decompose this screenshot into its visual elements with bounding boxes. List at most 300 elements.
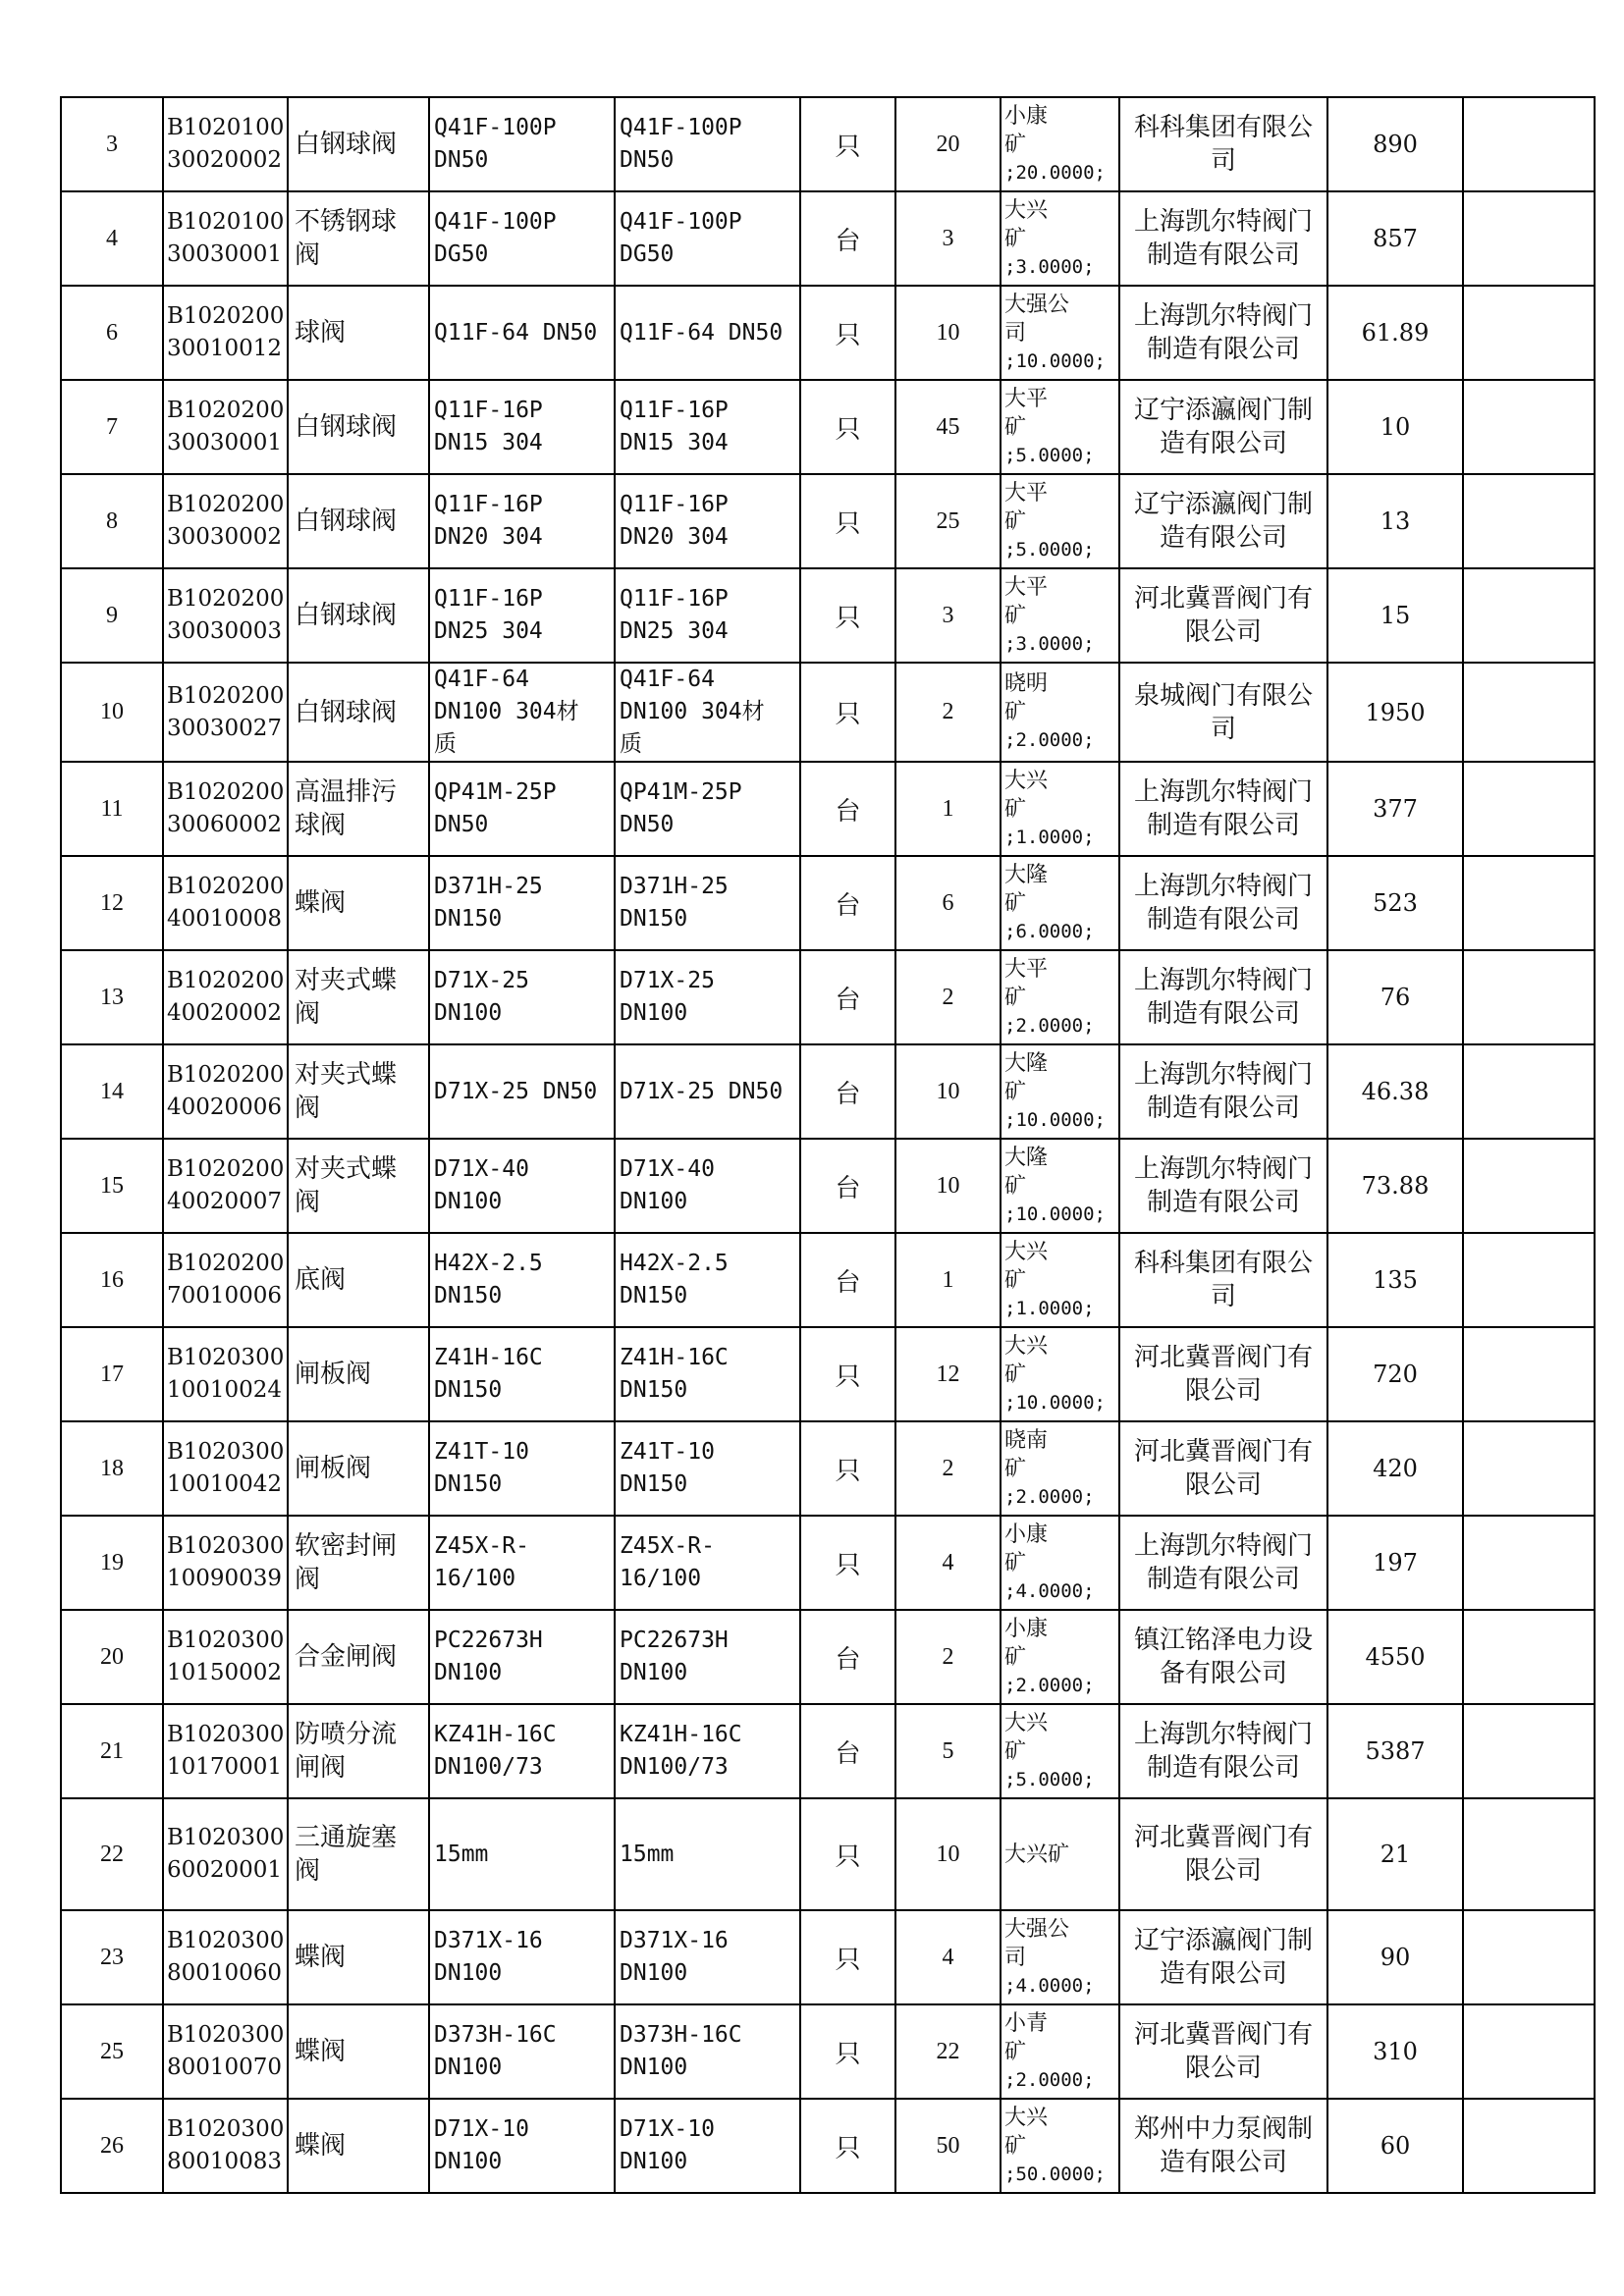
table-row bbox=[61, 568, 1595, 663]
specification-cell bbox=[429, 1233, 615, 1327]
material-name-cell bbox=[288, 1610, 429, 1704]
supplier-cell-line: 司 bbox=[1210, 1282, 1236, 1311]
quantity-cell: 10 bbox=[895, 1044, 1001, 1139]
unit-price-cell: 420 bbox=[1327, 1421, 1463, 1516]
unit-cell: 台 bbox=[800, 1044, 895, 1139]
quantity-cell: 50 bbox=[895, 2099, 1001, 2193]
model-cell-line: Z45X-R- bbox=[620, 1533, 715, 1559]
unit-price-cell: 21 bbox=[1327, 1798, 1463, 1910]
material-name-cell bbox=[288, 2004, 429, 2099]
material-code-cell-line: B1020200 bbox=[167, 303, 285, 329]
table-row bbox=[61, 1610, 1595, 1704]
specification-cell bbox=[429, 2004, 615, 2099]
material-name-cell-line: 蝶阀 bbox=[295, 2037, 347, 2066]
allocation-cell bbox=[1001, 1910, 1119, 2004]
material-code-cell-line: B1020200 bbox=[167, 492, 285, 517]
allocation-cell-line: 小青 bbox=[1004, 2010, 1049, 2036]
model-cell-line: DN100 bbox=[620, 1000, 688, 1026]
specification-cell-line: Z41T-10 bbox=[434, 1439, 529, 1465]
supplier-cell-line: 限公司 bbox=[1184, 617, 1262, 647]
model-cell-line: 质 bbox=[620, 731, 642, 757]
model-cell bbox=[615, 1139, 800, 1233]
allocation-cell-line: 矿 bbox=[1004, 1738, 1027, 1764]
row-number-cell: 12 bbox=[61, 856, 163, 950]
supplier-cell-line: 制造有限公司 bbox=[1146, 335, 1300, 364]
material-code-cell-line: B1020100 bbox=[167, 115, 285, 140]
quantity-cell: 2 bbox=[895, 663, 1001, 762]
supplier-cell bbox=[1119, 286, 1327, 380]
material-code-cell bbox=[163, 1910, 288, 2004]
supplier-cell-line: 河北冀晋阀门有 bbox=[1133, 1823, 1313, 1852]
supplier-cell bbox=[1119, 1421, 1327, 1516]
model-cell-line: D71X-25 DN50 bbox=[620, 1078, 784, 1104]
supplier-cell bbox=[1119, 1139, 1327, 1233]
specification-cell bbox=[429, 762, 615, 856]
remarks-cell bbox=[1463, 1704, 1595, 1798]
material-code-cell bbox=[163, 1610, 288, 1704]
material-code-cell-line: 30060002 bbox=[167, 812, 283, 837]
model-cell-line: Q41F-64 bbox=[620, 667, 715, 692]
unit-price-cell: 90 bbox=[1327, 1910, 1463, 2004]
supplier-cell-line: 造有限公司 bbox=[1159, 523, 1287, 553]
supplier-cell bbox=[1119, 474, 1327, 568]
specification-cell-line: H42X-2.5 bbox=[434, 1251, 543, 1276]
unit-cell: 只 bbox=[800, 1516, 895, 1610]
supplier-cell-line: 河北冀晋阀门有 bbox=[1133, 1437, 1313, 1467]
allocation-cell bbox=[1001, 1044, 1119, 1139]
table-row bbox=[61, 2099, 1595, 2193]
table-row bbox=[61, 1516, 1595, 1610]
allocation-cell-line: 矿 bbox=[1004, 1267, 1027, 1293]
specification-cell-line: D71X-40 bbox=[434, 1156, 529, 1182]
material-code-cell-line: B1020200 bbox=[167, 586, 285, 612]
unit-price-cell: 13 bbox=[1327, 474, 1463, 568]
model-cell-line: DG50 bbox=[620, 241, 675, 267]
material-code-cell-line: B1020300 bbox=[167, 1722, 285, 1747]
allocation-cell-line: 矿 bbox=[1004, 1550, 1027, 1575]
material-code-cell-line: B1020200 bbox=[167, 1156, 285, 1182]
allocation-cell-line: 大兴 bbox=[1004, 2105, 1049, 2130]
model-cell-line: D71X-40 bbox=[620, 1156, 715, 1182]
model-cell bbox=[615, 568, 800, 663]
supplier-cell-line: 上海凯尔特阀门 bbox=[1133, 1531, 1313, 1561]
supplier-cell bbox=[1119, 950, 1327, 1044]
allocation-cell-line: 矿 bbox=[1004, 1362, 1027, 1387]
specification-cell-line: Q41F-100P bbox=[434, 209, 557, 235]
quantity-cell: 6 bbox=[895, 856, 1001, 950]
material-code-cell-line: 80010060 bbox=[167, 1960, 283, 1986]
supplier-cell-line: 司 bbox=[1210, 714, 1236, 744]
model-cell bbox=[615, 1910, 800, 2004]
material-name-cell-line: 蝶阀 bbox=[295, 1943, 347, 1972]
model-cell-line: DN100/73 bbox=[620, 1754, 729, 1780]
material-name-cell bbox=[288, 663, 429, 762]
table-row bbox=[61, 380, 1595, 474]
remarks-cell bbox=[1463, 2099, 1595, 2193]
model-cell bbox=[615, 474, 800, 568]
quantity-cell: 1 bbox=[895, 762, 1001, 856]
quantity-cell: 20 bbox=[895, 97, 1001, 191]
material-name-cell bbox=[288, 380, 429, 474]
supplier-cell-line: 备有限公司 bbox=[1159, 1659, 1287, 1688]
supplier-cell-line: 上海凯尔特阀门 bbox=[1133, 1060, 1313, 1090]
specification-cell-line: DN15 304 bbox=[434, 430, 543, 455]
specification-cell bbox=[429, 1139, 615, 1233]
allocation-cell-line: ;4.0000; bbox=[1004, 1974, 1095, 1997]
specification-cell bbox=[429, 1421, 615, 1516]
allocation-cell bbox=[1001, 191, 1119, 286]
remarks-cell bbox=[1463, 568, 1595, 663]
unit-cell: 台 bbox=[800, 1233, 895, 1327]
specification-cell-line: 质 bbox=[434, 731, 457, 757]
allocation-cell bbox=[1001, 2099, 1119, 2193]
material-name-cell-line: 阀 bbox=[295, 240, 321, 270]
unit-price-cell: 377 bbox=[1327, 762, 1463, 856]
table-row bbox=[61, 474, 1595, 568]
specification-cell-line: D371H-25 bbox=[434, 874, 543, 899]
unit-price-cell: 890 bbox=[1327, 97, 1463, 191]
allocation-cell bbox=[1001, 856, 1119, 950]
allocation-cell-line: 矿 bbox=[1004, 796, 1027, 822]
supplier-cell-line: 上海凯尔特阀门 bbox=[1133, 1720, 1313, 1749]
material-code-cell-line: 80010083 bbox=[167, 2149, 283, 2174]
allocation-cell-line: ;10.0000; bbox=[1004, 1202, 1106, 1225]
unit-price-cell: 4550 bbox=[1327, 1610, 1463, 1704]
specification-cell-line: KZ41H-16C bbox=[434, 1722, 557, 1747]
material-name-cell bbox=[288, 474, 429, 568]
material-code-cell-line: B1020200 bbox=[167, 1062, 285, 1088]
specification-cell-line: DN100 bbox=[434, 1189, 503, 1214]
allocation-cell bbox=[1001, 1327, 1119, 1421]
supplier-cell bbox=[1119, 568, 1327, 663]
material-code-cell-line: 80010070 bbox=[167, 2055, 283, 2080]
material-code-cell-line: B1020200 bbox=[167, 968, 285, 993]
supplier-cell-line: 科科集团有限公 bbox=[1133, 113, 1313, 142]
specification-cell-line: Q11F-64 DN50 bbox=[434, 319, 598, 346]
row-number-cell: 18 bbox=[61, 1421, 163, 1516]
table-row bbox=[61, 762, 1595, 856]
specification-cell-line: DN150 bbox=[434, 1471, 503, 1497]
allocation-cell-line: ;20.0000; bbox=[1004, 161, 1106, 184]
allocation-cell-line: 司 bbox=[1004, 320, 1027, 346]
material-code-cell-line: 10010042 bbox=[167, 1471, 283, 1497]
supplier-cell-line: 制造有限公司 bbox=[1146, 999, 1300, 1029]
model-cell-line: DN50 bbox=[620, 812, 675, 837]
model-cell-line: DN100 bbox=[620, 2055, 688, 2080]
allocation-cell-line: ;5.0000; bbox=[1004, 1768, 1095, 1790]
unit-cell: 只 bbox=[800, 2099, 895, 2193]
quantity-cell: 1 bbox=[895, 1233, 1001, 1327]
specification-cell bbox=[429, 2099, 615, 2193]
remarks-cell bbox=[1463, 286, 1595, 380]
unit-price-cell: 310 bbox=[1327, 2004, 1463, 2099]
material-name-cell bbox=[288, 1139, 429, 1233]
allocation-cell-line: ;5.0000; bbox=[1004, 538, 1095, 561]
material-code-cell bbox=[163, 2004, 288, 2099]
unit-price-cell: 1950 bbox=[1327, 663, 1463, 762]
model-cell-line: DN100 304材 bbox=[620, 699, 765, 724]
specification-cell-line: DN100 bbox=[434, 1960, 503, 1986]
model-cell bbox=[615, 1233, 800, 1327]
supplier-cell bbox=[1119, 1044, 1327, 1139]
material-name-cell-line: 闸板阀 bbox=[295, 1360, 372, 1389]
table-row bbox=[61, 1910, 1595, 2004]
specification-cell-line: DN50 bbox=[434, 812, 489, 837]
supplier-cell-line: 限公司 bbox=[1184, 1376, 1262, 1406]
supplier-cell bbox=[1119, 1233, 1327, 1327]
allocation-cell bbox=[1001, 762, 1119, 856]
specification-cell bbox=[429, 1704, 615, 1798]
material-code-cell-line: B1020300 bbox=[167, 1345, 285, 1370]
supplier-cell bbox=[1119, 856, 1327, 950]
allocation-cell-line: 小康 bbox=[1004, 103, 1049, 129]
unit-cell: 台 bbox=[800, 950, 895, 1044]
model-cell-line: DN50 bbox=[620, 147, 675, 173]
allocation-cell-line: ;2.0000; bbox=[1004, 729, 1095, 751]
specification-cell bbox=[429, 568, 615, 663]
model-cell-line: Q11F-16P bbox=[620, 586, 729, 612]
material-code-cell-line: 40020002 bbox=[167, 1000, 283, 1026]
specification-cell bbox=[429, 1327, 615, 1421]
material-code-cell-line: 40010008 bbox=[167, 906, 283, 932]
material-code-cell-line: 10150002 bbox=[167, 1660, 283, 1685]
specification-cell-line: DN25 304 bbox=[434, 618, 543, 644]
supplier-cell bbox=[1119, 1910, 1327, 2004]
row-number-cell: 6 bbox=[61, 286, 163, 380]
row-number-cell: 15 bbox=[61, 1139, 163, 1233]
supplier-cell-line: 泉城阀门有限公 bbox=[1133, 680, 1313, 711]
allocation-cell bbox=[1001, 663, 1119, 762]
model-cell-line: D71X-25 bbox=[620, 968, 715, 993]
unit-price-cell: 60 bbox=[1327, 2099, 1463, 2193]
material-code-cell-line: 30030001 bbox=[167, 241, 283, 267]
material-name-cell bbox=[288, 1327, 429, 1421]
model-cell-line: DN150 bbox=[620, 1377, 688, 1403]
remarks-cell bbox=[1463, 663, 1595, 762]
supplier-cell bbox=[1119, 1798, 1327, 1910]
material-name-cell bbox=[288, 286, 429, 380]
allocation-cell-line: ;3.0000; bbox=[1004, 255, 1095, 278]
specification-cell-line: 15mm bbox=[434, 1841, 489, 1867]
allocation-cell-line: 矿 bbox=[1004, 603, 1027, 628]
material-name-cell-line: 蝶阀 bbox=[295, 888, 347, 918]
material-code-cell bbox=[163, 1139, 288, 1233]
material-code-cell-line: 40020006 bbox=[167, 1095, 283, 1120]
material-code-cell-line: 10010024 bbox=[167, 1377, 283, 1403]
material-name-cell-line: 球阀 bbox=[295, 811, 347, 840]
allocation-cell-line: 大兴 bbox=[1004, 768, 1049, 793]
material-name-cell-line: 球阀 bbox=[295, 318, 347, 347]
supplier-cell-line: 制造有限公司 bbox=[1146, 1188, 1300, 1217]
allocation-cell bbox=[1001, 1421, 1119, 1516]
allocation-cell-line: 大隆 bbox=[1004, 1050, 1049, 1076]
supplier-cell-line: 制造有限公司 bbox=[1146, 1094, 1300, 1123]
model-cell bbox=[615, 1798, 800, 1910]
specification-cell-line: DN100 bbox=[434, 2055, 503, 2080]
supplier-cell-line: 上海凯尔特阀门 bbox=[1133, 872, 1313, 901]
allocation-cell bbox=[1001, 380, 1119, 474]
material-name-cell-line: 阀 bbox=[295, 1094, 321, 1123]
supplier-cell-line: 制造有限公司 bbox=[1146, 240, 1300, 270]
unit-price-cell: 46.38 bbox=[1327, 1044, 1463, 1139]
material-code-cell-line: 60020001 bbox=[167, 1857, 283, 1883]
unit-price-cell: 5387 bbox=[1327, 1704, 1463, 1798]
allocation-cell bbox=[1001, 950, 1119, 1044]
supplier-cell-line: 科科集团有限公 bbox=[1133, 1249, 1313, 1278]
model-cell-line: D373H-16C bbox=[620, 2022, 742, 2048]
allocation-cell-line: 矿 bbox=[1004, 890, 1027, 916]
allocation-cell-line: ;2.0000; bbox=[1004, 1014, 1095, 1037]
specification-cell-line: Z41H-16C bbox=[434, 1345, 543, 1370]
allocation-cell bbox=[1001, 1704, 1119, 1798]
model-cell bbox=[615, 2099, 800, 2193]
remarks-cell bbox=[1463, 2004, 1595, 2099]
remarks-cell bbox=[1463, 97, 1595, 191]
model-cell-line: Q11F-64 DN50 bbox=[620, 319, 784, 346]
allocation-cell bbox=[1001, 474, 1119, 568]
specification-cell bbox=[429, 191, 615, 286]
model-cell-line: DN100 bbox=[620, 1660, 688, 1685]
supplier-cell bbox=[1119, 191, 1327, 286]
model-cell bbox=[615, 2004, 800, 2099]
material-code-cell-line: B1020200 bbox=[167, 682, 285, 709]
unit-cell: 只 bbox=[800, 474, 895, 568]
allocation-cell-line: ;5.0000; bbox=[1004, 444, 1095, 466]
quantity-cell: 2 bbox=[895, 1610, 1001, 1704]
unit-price-cell: 135 bbox=[1327, 1233, 1463, 1327]
specification-cell bbox=[429, 1610, 615, 1704]
remarks-cell bbox=[1463, 762, 1595, 856]
material-name-cell bbox=[288, 2099, 429, 2193]
model-cell bbox=[615, 663, 800, 762]
allocation-cell-line: ;10.0000; bbox=[1004, 1108, 1106, 1131]
allocation-cell-line: 矿 bbox=[1004, 700, 1027, 724]
row-number-cell: 25 bbox=[61, 2004, 163, 2099]
table-row bbox=[61, 286, 1595, 380]
model-cell bbox=[615, 1421, 800, 1516]
supplier-cell-line: 上海凯尔特阀门 bbox=[1133, 301, 1313, 331]
supplier-cell bbox=[1119, 1516, 1327, 1610]
quantity-cell: 5 bbox=[895, 1704, 1001, 1798]
specification-cell-line: DN100/73 bbox=[434, 1754, 543, 1780]
material-name-cell-line: 不锈钢球 bbox=[295, 207, 398, 237]
row-number-cell: 9 bbox=[61, 568, 163, 663]
row-number-cell: 13 bbox=[61, 950, 163, 1044]
supplier-cell-line: 河北冀晋阀门有 bbox=[1133, 2020, 1313, 2050]
supplier-cell-line: 造有限公司 bbox=[1159, 1959, 1287, 1989]
material-code-cell-line: B1020100 bbox=[167, 209, 285, 235]
quantity-cell: 10 bbox=[895, 286, 1001, 380]
allocation-cell-line: ;2.0000; bbox=[1004, 1674, 1095, 1696]
table-row bbox=[61, 2004, 1595, 2099]
allocation-cell-line: ;6.0000; bbox=[1004, 920, 1095, 942]
material-code-cell-line: B1020300 bbox=[167, 1439, 285, 1465]
model-cell bbox=[615, 950, 800, 1044]
model-cell bbox=[615, 1704, 800, 1798]
row-number-cell: 21 bbox=[61, 1704, 163, 1798]
unit-cell: 台 bbox=[800, 1610, 895, 1704]
supplier-cell bbox=[1119, 2004, 1327, 2099]
table-row bbox=[61, 97, 1595, 191]
row-number-cell: 23 bbox=[61, 1910, 163, 2004]
allocation-cell bbox=[1001, 1610, 1119, 1704]
supplier-cell-line: 辽宁添瀛阀门制 bbox=[1133, 1926, 1313, 1955]
quantity-cell: 45 bbox=[895, 380, 1001, 474]
model-cell-line: DN100 bbox=[620, 2149, 688, 2174]
allocation-cell-line: 大兴 bbox=[1004, 1710, 1049, 1735]
unit-cell: 只 bbox=[800, 380, 895, 474]
supplier-cell-line: 上海凯尔特阀门 bbox=[1133, 207, 1313, 237]
remarks-cell bbox=[1463, 191, 1595, 286]
allocation-cell-line: ;1.0000; bbox=[1004, 1297, 1095, 1319]
quantity-cell: 2 bbox=[895, 950, 1001, 1044]
row-number-cell: 14 bbox=[61, 1044, 163, 1139]
model-cell-line: DN150 bbox=[620, 1471, 688, 1497]
allocation-cell bbox=[1001, 1233, 1119, 1327]
material-name-cell bbox=[288, 191, 429, 286]
supplier-cell-line: 河北冀晋阀门有 bbox=[1133, 1343, 1313, 1372]
material-code-cell bbox=[163, 97, 288, 191]
material-code-cell-line: B1020300 bbox=[167, 1628, 285, 1653]
unit-cell: 只 bbox=[800, 663, 895, 762]
material-code-cell-line: 30010012 bbox=[167, 336, 283, 361]
allocation-cell-line: 矿 bbox=[1004, 985, 1027, 1010]
supplier-cell bbox=[1119, 1610, 1327, 1704]
quantity-cell: 10 bbox=[895, 1139, 1001, 1233]
remarks-cell bbox=[1463, 1233, 1595, 1327]
supplier-cell-line: 辽宁添瀛阀门制 bbox=[1133, 396, 1313, 425]
unit-cell: 台 bbox=[800, 856, 895, 950]
table-row bbox=[61, 1704, 1595, 1798]
specification-cell bbox=[429, 663, 615, 762]
material-name-cell-line: 闸阀 bbox=[295, 1753, 347, 1783]
material-code-cell bbox=[163, 663, 288, 762]
material-code-cell bbox=[163, 1233, 288, 1327]
material-name-cell bbox=[288, 856, 429, 950]
row-number-cell: 19 bbox=[61, 1516, 163, 1610]
specification-cell bbox=[429, 1516, 615, 1610]
row-number-cell: 17 bbox=[61, 1327, 163, 1421]
specification-cell-line: DG50 bbox=[434, 241, 489, 267]
supplier-cell-line: 造有限公司 bbox=[1159, 429, 1287, 458]
material-code-cell-line: 30030002 bbox=[167, 524, 283, 550]
allocation-cell-line: 小康 bbox=[1004, 1522, 1049, 1547]
model-cell-line: QP41M-25P bbox=[620, 779, 742, 805]
remarks-cell bbox=[1463, 1044, 1595, 1139]
material-code-cell bbox=[163, 1327, 288, 1421]
unit-price-cell: 61.89 bbox=[1327, 286, 1463, 380]
material-name-cell bbox=[288, 1516, 429, 1610]
material-code-cell-line: B1020300 bbox=[167, 2116, 285, 2142]
allocation-cell-line: 矿 bbox=[1004, 226, 1027, 251]
quantity-cell: 12 bbox=[895, 1327, 1001, 1421]
model-cell-line: Z41T-10 bbox=[620, 1439, 715, 1465]
unit-price-cell: 76 bbox=[1327, 950, 1463, 1044]
supplier-cell-line: 造有限公司 bbox=[1159, 2148, 1287, 2177]
allocation-cell-line: 大兴 bbox=[1004, 1333, 1049, 1359]
allocation-cell-line: ;4.0000; bbox=[1004, 1579, 1095, 1602]
model-cell-line: 15mm bbox=[620, 1841, 675, 1867]
table-row bbox=[61, 1798, 1595, 1910]
quantity-cell: 4 bbox=[895, 1910, 1001, 2004]
model-cell bbox=[615, 191, 800, 286]
specification-cell bbox=[429, 856, 615, 950]
specification-cell-line: Q11F-16P bbox=[434, 586, 543, 612]
quantity-cell: 3 bbox=[895, 568, 1001, 663]
remarks-cell bbox=[1463, 950, 1595, 1044]
table-row bbox=[61, 191, 1595, 286]
allocation-cell bbox=[1001, 568, 1119, 663]
